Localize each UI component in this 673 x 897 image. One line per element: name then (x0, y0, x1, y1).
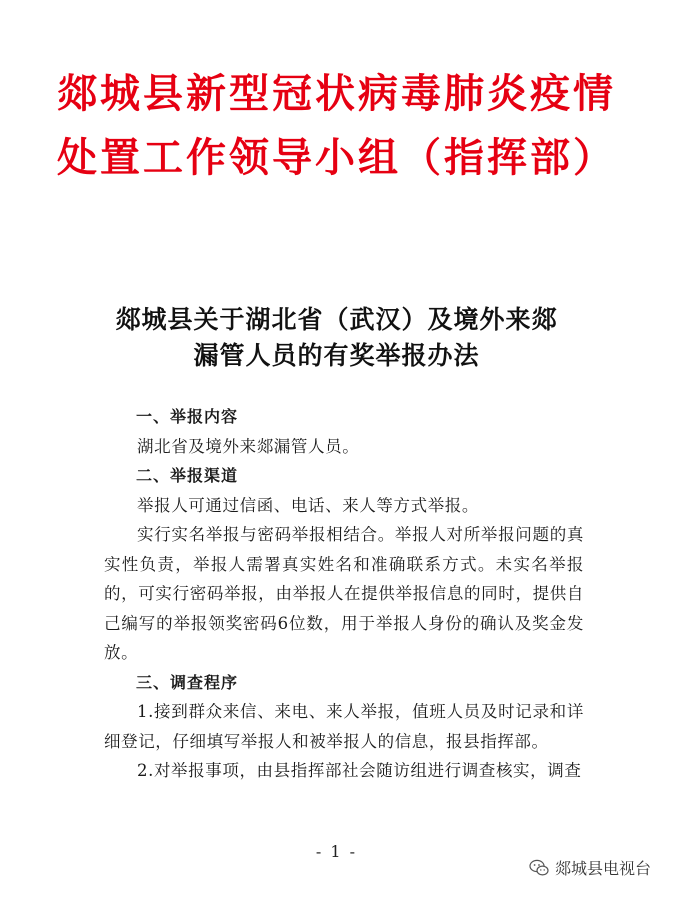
paragraph: 湖北省及境外来郯漏管人员。 (137, 436, 360, 456)
watermark-text: 郯城县电视台 (554, 859, 651, 878)
header-line-2: 处置工作领导小组（指挥部） (57, 135, 616, 181)
paragraph: 1.接到群众来信、来电、来人举报，值班人员及时记录和详细登记，仔细填写举报人和被举报人的信息，报县指挥部。 (104, 702, 584, 751)
document-title (0, 302, 673, 374)
watermark (529, 856, 651, 879)
paragraph: 实行实名举报与密码举报相结合。举报人对所举报问题的真实性负责，举报人需署真实姓名和准确联系方式。未实名举报的，可实行密码举报，由举报人在提供举报信息的同时，提供自己编写的举报领奖密码6位数，用于举报人身份的确认及奖金发放。 (104, 525, 584, 662)
title-line-1: 郯城县关于湖北省（武汉）及境外来郯 (115, 305, 558, 334)
title-line-2: 漏管人员的有奖举报办法 (193, 341, 480, 370)
paragraph: 举报人可通过信函、电话、来人等方式举报。 (137, 495, 479, 515)
wechat-icon (529, 859, 549, 877)
document-body (104, 402, 584, 786)
page-number: - 1 - (315, 842, 358, 861)
header-line-1: 郯城县新型冠状病毒肺炎疫情 (57, 71, 616, 117)
paragraph: 2.对举报事项，由县指挥部社会随访组进行调查核实，调查 (137, 761, 582, 780)
section-heading-report-channels: 二、举报渠道 (136, 466, 239, 485)
section-heading-report-content: 一、举报内容 (136, 407, 239, 426)
issuing-authority-header (0, 62, 673, 190)
section-heading-investigation-procedure: 三、调查程序 (136, 672, 239, 692)
